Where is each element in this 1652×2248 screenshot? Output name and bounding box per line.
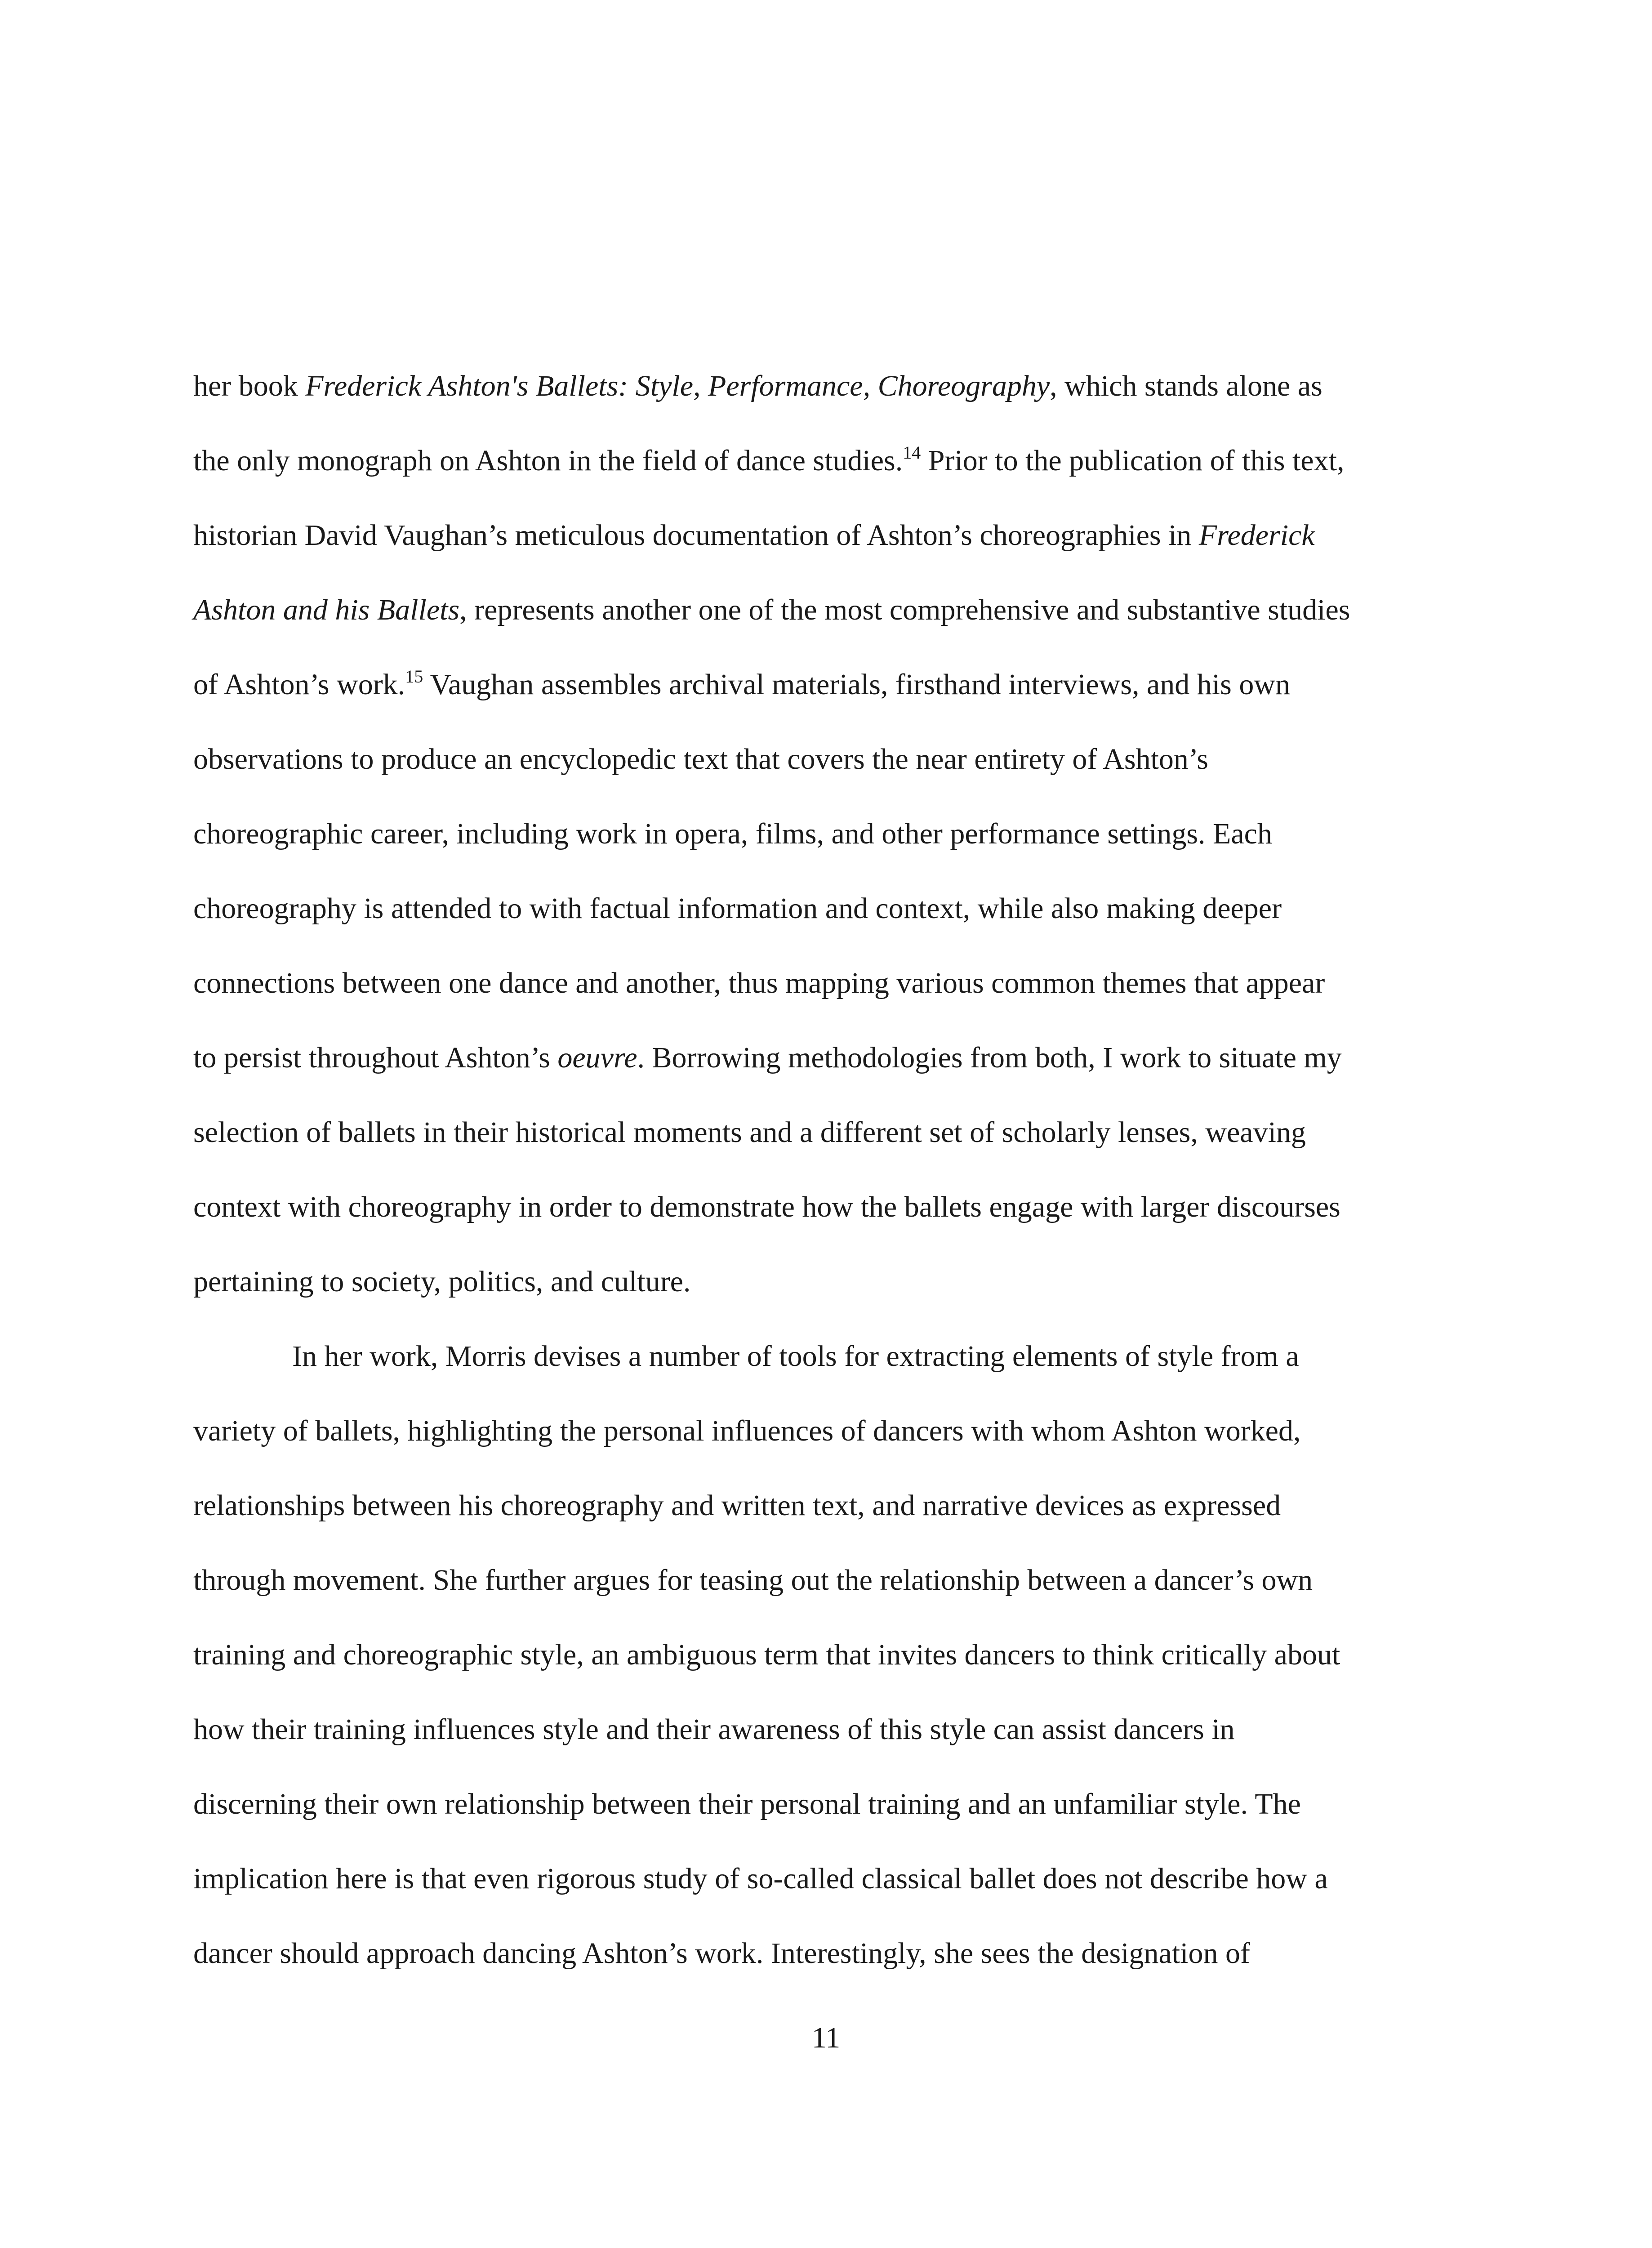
- text-line-17: through movement. She further argues for teasing out the relationship between a dancer’s own: [193, 1564, 1313, 1597]
- text-line-18: training and choreographic style, an ambiguous term that invites dancers to think critically about: [193, 1638, 1340, 1671]
- text-line-2: the only monograph on Ashton in the field of dance studies.$^{14}$ Prior to the publication of this text,: [193, 442, 1345, 477]
- text-line-20: discerning their own relationship between their personal training and an unfamiliar style. The: [193, 1788, 1301, 1820]
- text-line-6: observations to produce an encyclopedic text that covers the near entirety of Ashton’s: [193, 743, 1208, 776]
- footnote-ref-15: 15: [405, 666, 423, 687]
- text-line-19: how their training influences style and their awareness of this style can assist dancers in: [193, 1713, 1235, 1746]
- text-line-9: connections between one dance and another, thus mapping various common themes that appear: [193, 967, 1325, 999]
- book-title-ashton-and-his-ballets-part2: Ashton and his Ballets: [193, 593, 460, 626]
- text-line-14: In her work, Morris devises a number of tools for extracting elements of style from a: [292, 1340, 1299, 1373]
- text-line-15: variety of ballets, highlighting the personal influences of dancers with whom Ashton worked,: [193, 1414, 1301, 1447]
- term-oeuvre: oeuvre: [557, 1041, 637, 1074]
- text-line-11: selection of ballets in their historical moments and a different set of scholarly lenses, weaving: [193, 1116, 1306, 1149]
- book-title-ashton-and-his-ballets-part1: Frederick: [1198, 519, 1315, 552]
- footnote-ref-14: 14: [903, 442, 921, 463]
- text-line-22: dancer should approach dancing Ashton’s work. Interestingly, she sees the designation of: [193, 1937, 1250, 1970]
- text-line-8: choreography is attended to with factual information and context, while also making deeper: [193, 892, 1282, 925]
- text-line-7: choreographic career, including work in opera, films, and other performance settings. Each: [193, 817, 1272, 850]
- text-line-12: context with choreography in order to demonstrate how the ballets engage with larger discourses: [193, 1191, 1340, 1223]
- text-line-13: pertaining to society, politics, and culture.: [193, 1265, 691, 1298]
- text-line-3: historian David Vaughan’s meticulous documentation of Ashton’s choreographies in Frederick: [193, 519, 1315, 552]
- text-line-16: relationships between his choreography and written text, and narrative devices as expressed: [193, 1489, 1281, 1522]
- text-line-10: to persist throughout Ashton’s oeuvre. Borrowing methodologies from both, I work to situate my: [193, 1041, 1342, 1074]
- text-line-4: Ashton and his Ballets, represents another one of the most comprehensive and substantive studies: [193, 593, 1350, 626]
- book-title-ashtons-ballets: Frederick Ashton's Ballets: Style, Performance, Choreography: [305, 370, 1050, 402]
- page-number: 11: [811, 2021, 841, 2054]
- text-line-5: of Ashton’s work.$^{15}$ Vaughan assembles archival materials, firsthand interviews, and his own: [193, 666, 1290, 701]
- text-line-1: her book Frederick Ashton's Ballets: Style, Performance, Choreography, which stands alone as: [193, 370, 1322, 402]
- text-line-21: implication here is that even rigorous study of so-called classical ballet does not describe how a: [193, 1862, 1328, 1895]
